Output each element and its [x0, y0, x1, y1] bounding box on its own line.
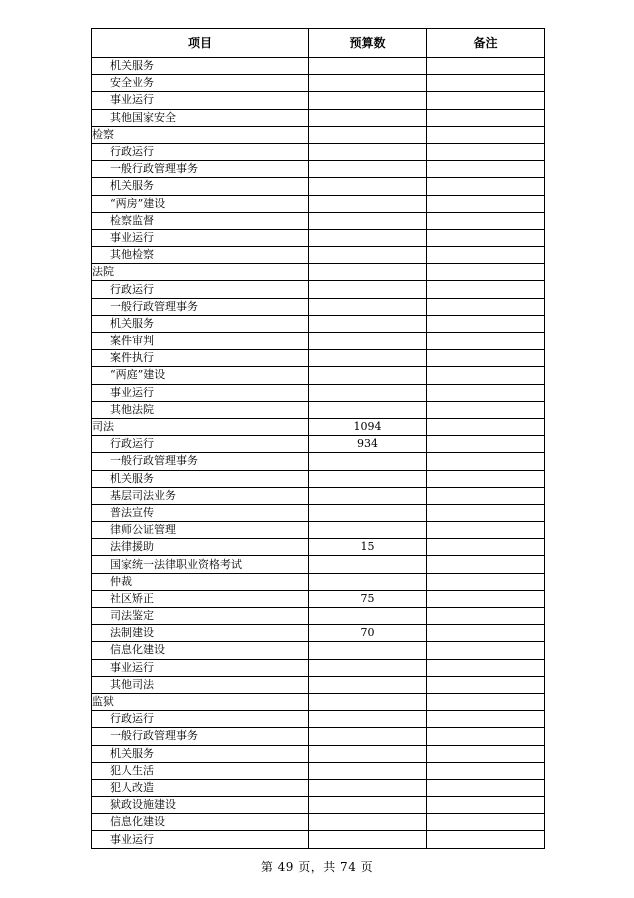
budget-table	[91, 28, 545, 849]
table-row	[92, 229, 545, 246]
budget-cell: 75	[309, 590, 427, 607]
budget-cell	[309, 401, 427, 418]
budget-cell	[309, 75, 427, 92]
table-row	[92, 298, 545, 315]
header-note: 备注	[427, 29, 545, 58]
table-row	[92, 590, 545, 607]
table-row	[92, 693, 545, 710]
table-row	[92, 556, 545, 573]
table-row	[92, 367, 545, 384]
note-cell	[427, 779, 545, 796]
item-cell: 其他司法	[92, 676, 309, 693]
item-cell: 机关服务	[92, 178, 309, 195]
note-cell	[427, 264, 545, 281]
budget-cell	[309, 470, 427, 487]
note-cell	[427, 58, 545, 75]
item-cell: 一般行政管理事务	[92, 298, 309, 315]
note-cell	[427, 556, 545, 573]
budget-cell	[309, 143, 427, 160]
budget-cell	[309, 522, 427, 539]
table-row	[92, 762, 545, 779]
note-cell	[427, 676, 545, 693]
item-cell: 狱政设施建设	[92, 797, 309, 814]
budget-cell	[309, 350, 427, 367]
budget-cell	[309, 264, 427, 281]
budget-cell	[309, 281, 427, 298]
note-cell	[427, 453, 545, 470]
item-cell: 一般行政管理事务	[92, 728, 309, 745]
item-cell: 事业运行	[92, 229, 309, 246]
note-cell	[427, 487, 545, 504]
budget-cell	[309, 453, 427, 470]
table-row	[92, 659, 545, 676]
table-row	[92, 350, 545, 367]
header-row	[92, 29, 545, 58]
table-row	[92, 745, 545, 762]
page-footer: 第 49 页，共 74 页	[260, 860, 374, 874]
table-row	[92, 676, 545, 693]
table-row	[92, 195, 545, 212]
table-row	[92, 504, 545, 521]
note-cell	[427, 109, 545, 126]
item-cell: 仲裁	[92, 573, 309, 590]
budget-cell: 15	[309, 539, 427, 556]
note-cell	[427, 797, 545, 814]
note-cell	[427, 745, 545, 762]
table-row	[92, 831, 545, 848]
budget-cell	[309, 745, 427, 762]
budget-cell	[309, 178, 427, 195]
table-row	[92, 453, 545, 470]
note-cell	[427, 711, 545, 728]
item-cell: 司法鉴定	[92, 608, 309, 625]
table-row	[92, 264, 545, 281]
table-row	[92, 384, 545, 401]
note-cell	[427, 625, 545, 642]
table-row	[92, 608, 545, 625]
budget-cell: 934	[309, 436, 427, 453]
budget-cell	[309, 797, 427, 814]
table-body	[92, 58, 545, 849]
budget-cell	[309, 762, 427, 779]
item-cell: “两庭”建设	[92, 367, 309, 384]
note-cell	[427, 247, 545, 264]
item-cell: 律师公证管理	[92, 522, 309, 539]
note-cell	[427, 522, 545, 539]
note-cell	[427, 143, 545, 160]
table-row	[92, 92, 545, 109]
table-row	[92, 212, 545, 229]
note-cell	[427, 470, 545, 487]
item-cell: 事业运行	[92, 659, 309, 676]
budget-cell	[309, 504, 427, 521]
budget-cell	[309, 126, 427, 143]
budget-cell	[309, 831, 427, 848]
note-cell	[427, 608, 545, 625]
budget-cell	[309, 58, 427, 75]
table-row	[92, 711, 545, 728]
table-row	[92, 161, 545, 178]
item-cell: 机关服务	[92, 470, 309, 487]
item-cell: 其他国家安全	[92, 109, 309, 126]
item-cell: 普法宣传	[92, 504, 309, 521]
item-cell: 行政运行	[92, 143, 309, 160]
table-row	[92, 573, 545, 590]
note-cell	[427, 195, 545, 212]
note-cell	[427, 504, 545, 521]
budget-cell	[309, 676, 427, 693]
budget-cell	[309, 728, 427, 745]
table-row	[92, 522, 545, 539]
item-cell: 信息化建设	[92, 642, 309, 659]
note-cell	[427, 762, 545, 779]
header-item: 项目	[92, 29, 309, 58]
item-cell: 安全业务	[92, 75, 309, 92]
table-row	[92, 143, 545, 160]
note-cell	[427, 212, 545, 229]
item-cell: 监狱	[92, 693, 309, 710]
table-row	[92, 247, 545, 264]
budget-cell	[309, 384, 427, 401]
note-cell	[427, 831, 545, 848]
item-cell: “两房”建设	[92, 195, 309, 212]
item-cell: 司法	[92, 418, 309, 435]
item-cell: 信息化建设	[92, 814, 309, 831]
table-row	[92, 401, 545, 418]
budget-cell	[309, 711, 427, 728]
item-cell: 检察监督	[92, 212, 309, 229]
table-row	[92, 470, 545, 487]
note-cell	[427, 573, 545, 590]
item-cell: 其他检察	[92, 247, 309, 264]
budget-cell	[309, 247, 427, 264]
item-cell: 法制建设	[92, 625, 309, 642]
budget-cell	[309, 298, 427, 315]
table-row	[92, 109, 545, 126]
header-budget: 预算数	[309, 29, 427, 58]
item-cell: 检察	[92, 126, 309, 143]
item-cell: 案件执行	[92, 350, 309, 367]
item-cell: 机关服务	[92, 315, 309, 332]
budget-cell	[309, 109, 427, 126]
note-cell	[427, 728, 545, 745]
note-cell	[427, 333, 545, 350]
item-cell: 事业运行	[92, 92, 309, 109]
budget-cell	[309, 814, 427, 831]
table-row	[92, 315, 545, 332]
budget-cell	[309, 333, 427, 350]
note-cell	[427, 814, 545, 831]
budget-cell	[309, 642, 427, 659]
item-cell: 国家统一法律职业资格考试	[92, 556, 309, 573]
item-cell: 法律援助	[92, 539, 309, 556]
table-row	[92, 436, 545, 453]
budget-cell	[309, 556, 427, 573]
table-row	[92, 797, 545, 814]
table-row	[92, 281, 545, 298]
item-cell: 基层司法业务	[92, 487, 309, 504]
item-cell: 一般行政管理事务	[92, 453, 309, 470]
note-cell	[427, 539, 545, 556]
table-row	[92, 642, 545, 659]
table-row	[92, 625, 545, 642]
budget-cell	[309, 315, 427, 332]
table-row	[92, 58, 545, 75]
note-cell	[427, 315, 545, 332]
table-row	[92, 178, 545, 195]
note-cell	[427, 92, 545, 109]
note-cell	[427, 590, 545, 607]
note-cell	[427, 161, 545, 178]
budget-cell	[309, 367, 427, 384]
item-cell: 犯人生活	[92, 762, 309, 779]
note-cell	[427, 126, 545, 143]
table-row	[92, 779, 545, 796]
budget-cell	[309, 212, 427, 229]
note-cell	[427, 281, 545, 298]
item-cell: 行政运行	[92, 711, 309, 728]
note-cell	[427, 642, 545, 659]
note-cell	[427, 229, 545, 246]
item-cell: 行政运行	[92, 281, 309, 298]
budget-cell	[309, 92, 427, 109]
item-cell: 其他法院	[92, 401, 309, 418]
table-row	[92, 418, 545, 435]
note-cell	[427, 75, 545, 92]
note-cell	[427, 178, 545, 195]
budget-cell: 70	[309, 625, 427, 642]
table-row	[92, 487, 545, 504]
item-cell: 机关服务	[92, 745, 309, 762]
table-row	[92, 333, 545, 350]
note-cell	[427, 659, 545, 676]
item-cell: 社区矫正	[92, 590, 309, 607]
budget-cell	[309, 487, 427, 504]
item-cell: 机关服务	[92, 58, 309, 75]
table-row	[92, 126, 545, 143]
item-cell: 行政运行	[92, 436, 309, 453]
budget-cell	[309, 659, 427, 676]
note-cell	[427, 298, 545, 315]
item-cell: 事业运行	[92, 384, 309, 401]
budget-cell	[309, 161, 427, 178]
item-cell: 案件审判	[92, 333, 309, 350]
note-cell	[427, 693, 545, 710]
budget-cell	[309, 195, 427, 212]
budget-cell: 1094	[309, 418, 427, 435]
note-cell	[427, 436, 545, 453]
item-cell: 事业运行	[92, 831, 309, 848]
note-cell	[427, 384, 545, 401]
budget-cell	[309, 608, 427, 625]
note-cell	[427, 401, 545, 418]
budget-cell	[309, 693, 427, 710]
note-cell	[427, 350, 545, 367]
item-cell: 犯人改造	[92, 779, 309, 796]
table-row	[92, 814, 545, 831]
item-cell: 一般行政管理事务	[92, 161, 309, 178]
budget-cell	[309, 779, 427, 796]
note-cell	[427, 367, 545, 384]
item-cell: 法院	[92, 264, 309, 281]
budget-cell	[309, 229, 427, 246]
budget-cell	[309, 573, 427, 590]
note-cell	[427, 418, 545, 435]
table-row	[92, 75, 545, 92]
table-row	[92, 539, 545, 556]
table-row	[92, 728, 545, 745]
